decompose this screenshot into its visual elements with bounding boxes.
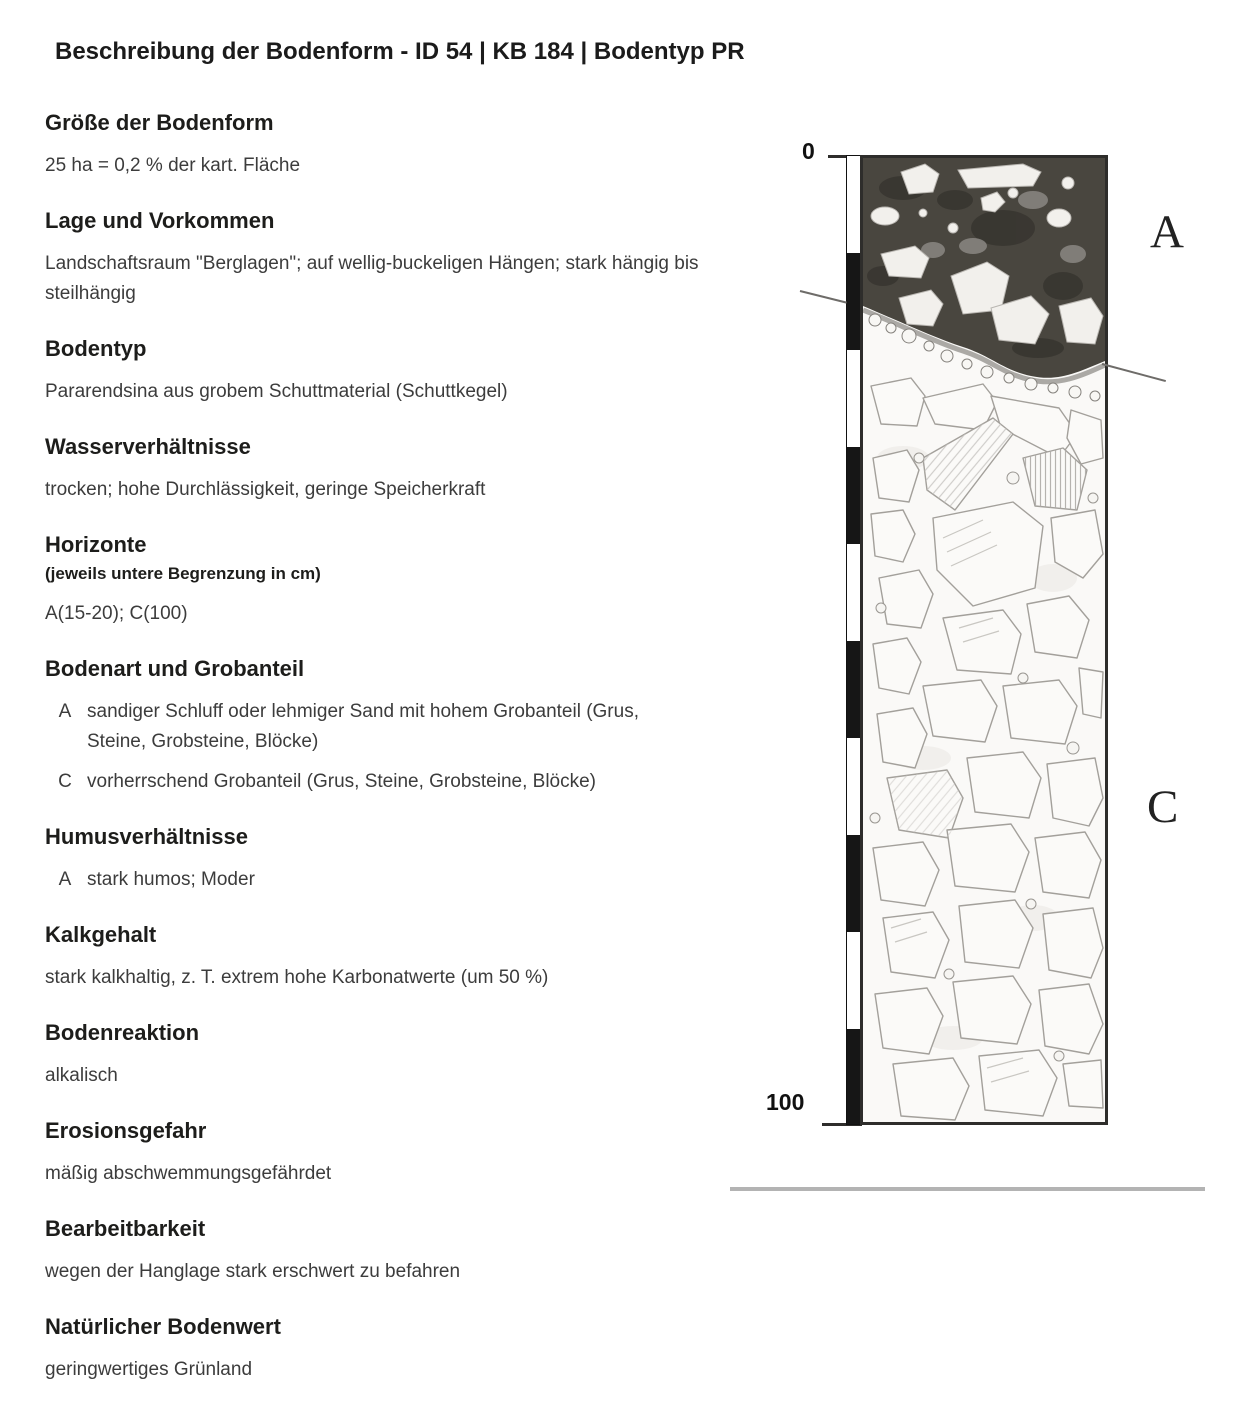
section-heading: Lage und Vorkommen: [45, 207, 275, 233]
section-heading: Natürlicher Bodenwert: [45, 1313, 281, 1339]
section-natuerlicher-bodenwert: [45, 1313, 727, 1385]
horizon-text: sandiger Schluff oder lehmiger Sand mit hohem Grobanteil (Grus, Steine, Grobsteine, Blöcke): [87, 700, 639, 753]
section-body: alkalisch: [45, 1064, 118, 1086]
scale-label-100: 100: [766, 1089, 805, 1115]
section-lage-und-vorkommen: [45, 207, 727, 309]
section-heading: Erosionsgefahr: [45, 1117, 207, 1143]
section-body: geringwertiges Grünland: [45, 1358, 253, 1380]
section-bodenart-und-grobanteil: [45, 655, 727, 797]
horizon-letter: A: [58, 700, 72, 722]
section-body: trocken; hohe Durchlässigkeit, geringe Speicherkraft: [45, 478, 486, 500]
horizon-list: [45, 865, 727, 895]
horizon-text: stark humos; Moder: [87, 868, 255, 890]
horizon-a-leader-line: [800, 290, 847, 304]
section-horizonte: [45, 531, 727, 629]
soil-profile-drawing: [860, 155, 1108, 1125]
section-body: stark kalkhaltig, z. T. extrem hohe Karbonatwerte (um 50 %): [45, 966, 549, 988]
section-heading: Wasserverhältnisse: [45, 434, 251, 460]
horizon-c-label: C: [1147, 781, 1179, 833]
section-bodentyp: [45, 335, 727, 407]
section-bodenreaktion: [45, 1019, 727, 1091]
section-heading: Bearbeitbarkeit: [45, 1215, 206, 1241]
section-body: 25 ha = 0,2 % der kart. Fläche: [45, 154, 301, 176]
section-subheading: (jeweils untere Begrenzung in cm): [45, 563, 321, 583]
figure-bottom-separator: [730, 1187, 1205, 1191]
section-heading: Bodentyp: [45, 336, 147, 362]
horizon-letter: C: [58, 770, 72, 792]
section-body: mäßig abschwemmungsgefährdet: [45, 1162, 332, 1184]
section-heading: Kalkgehalt: [45, 922, 157, 947]
section-body: Landschaftsraum "Berglagen"; auf wellig-buckeligen Hängen; stark hängig bis steilhängig: [45, 252, 699, 304]
soil-profile-figure: [730, 130, 1235, 1200]
horizon-a-label: A: [1150, 206, 1184, 258]
scale-label-0: 0: [802, 138, 815, 164]
depth-scale-bar: [846, 155, 861, 1125]
section-erosionsgefahr: [45, 1117, 727, 1189]
section-heading: Humusverhältnisse: [45, 824, 248, 850]
section-heading: Bodenreaktion: [45, 1019, 200, 1045]
section-heading: Horizonte: [45, 532, 147, 558]
section-groesse-der-bodenform: [45, 109, 727, 181]
soil-profile-sketch: [863, 158, 1105, 1122]
section-bearbeitbarkeit: [45, 1215, 727, 1287]
section-humusverhaeltnisse: [45, 823, 727, 895]
page-title: Beschreibung der Bodenform - ID 54 | KB 184 | Bodentyp PR: [55, 38, 745, 66]
section-heading: Größe der Bodenform: [45, 110, 274, 135]
description-column: [45, 53, 727, 1385]
section-body: Pararendsina aus grobem Schuttmaterial (Schuttkegel): [45, 380, 508, 402]
section-heading: Bodenart und Grobanteil: [45, 656, 305, 682]
section-wasserverhaeltnisse: [45, 433, 727, 505]
section-body: wegen der Hanglage stark erschwert zu befahren: [45, 1260, 461, 1282]
horizon-c-leader-line: [1102, 363, 1166, 382]
horizon-text: vorherrschend Grobanteil (Grus, Steine, Grobsteine, Blöcke): [87, 770, 597, 792]
section-body: A(15-20); C(100): [45, 602, 188, 624]
horizon-letter: A: [58, 868, 72, 890]
section-kalkgehalt: [45, 921, 727, 993]
horizon-list: [45, 697, 727, 797]
